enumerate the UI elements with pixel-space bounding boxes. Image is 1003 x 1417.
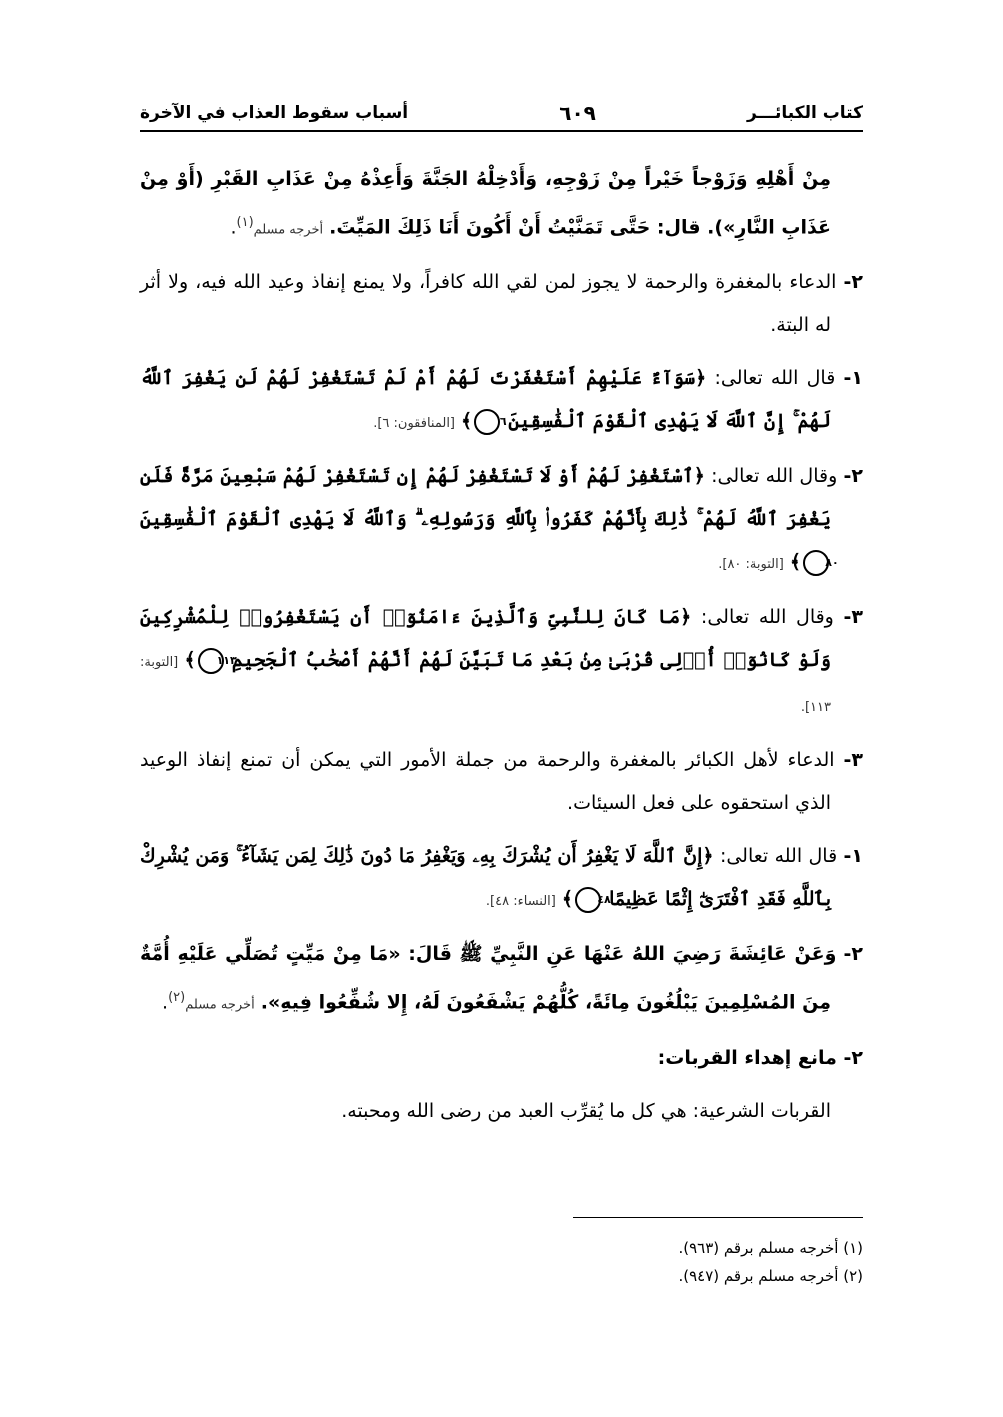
- section-3-heading: ٣- الدعاء لأهل الكبائر بالمغفرة والرحمة من جملة الأمور التي يمكن أن تمنع إنفاذ الوعيد الذي استحقوه على فعل السيئات.: [140, 749, 863, 815]
- ayah-number-icon: ١١٣: [198, 648, 224, 674]
- page-number: ٦٠٩: [559, 101, 596, 125]
- hadith-source: أخرجه مسلم: [253, 222, 324, 238]
- section-2-item-3: ٣- وقال الله تعالى: ﴿مَا كَانَ لِلنَّبِىِّ وَٱلَّذِينَ ءَامَنُوٓا۟ أَن يَسْتَغْفِرُوا۟ لِلْمُشْرِكِينَ وَلَوْ كَانُوٓا۟ أُو۟لِى قُرْبَىٰ مِنۢ بَعْدِ مَا تَبَيَّنَ لَهُمْ أَنَّهُمْ أَصْحَٰبُ ٱلْجَحِيمِ ١١٣﴾ [التوبة: ١١٣].: [140, 606, 864, 716]
- section-2-item-1: ١- قال الله تعالى: ﴿سَوَآءٌ عَلَيْهِمْ أَسْتَغْفَرْتَ لَهُمْ أَمْ لَمْ تَسْتَغْفِرْ لَهُمْ لَن يَغْفِرَ ٱللَّهُ لَهُمْ ۚ إِنَّ ٱللَّهَ لَا يَهْدِى ٱلْقَوْمَ ٱلْفَٰسِقِينَ ٦﴾ [المنافقون: ٦].: [140, 357, 863, 445]
- hadith-source: أخرجه مسلم: [185, 997, 255, 1013]
- verse-reference: [التوبة: ١١٣].: [140, 655, 831, 716]
- chapter-title: أسباب سقوط العذاب في الآخرة: [140, 103, 409, 123]
- book-title: كتاب الكبائـــر: [746, 103, 863, 123]
- footnotes: [363, 1234, 863, 1290]
- section-4-heading: ٢- مانع إهداء القربات:: [657, 1046, 863, 1069]
- footnote-marker: (١): [236, 215, 254, 230]
- section-3-item-2: ٢- وَعَنْ عَائِشَةَ رَضِيَ اللهُ عَنْهَا عَنِ النَّبِيِّ ﷺ قَالَ: «مَا مِنْ مَيِّتٍ تُصَلِّي عَلَيْهِ أُمَّةٌ مِنَ المُسْلِمِينَ يَبْلُغُونَ مِائَةً، كُلُّهُمْ يَشْفَعُونَ لَهُ، إِلا شُفِّعُوا فِيهِ». أخرجه مسلم$^{(٢)}$.: [140, 943, 864, 1014]
- ayah-number-icon: ٨٠: [803, 550, 829, 576]
- hadith-continuation: مِنْ أَهْلِهِ وَزَوْجاً خَيْراً مِنْ زَوْجِهِ، وَأَدْخِلْهُ الجَنَّةَ وَأَعِذْهُ مِنْ عَذَابِ القَبْرِ (أَوْ مِنْ عَذَابِ النَّارِ»). قال: حَتَّى تَمَنَّيْتُ أَنْ أَكُونَ أَنَا ذَلِكَ المَيِّتَ. أخرجه مسلم$^{(١)}$.: [140, 168, 831, 239]
- quran-verse: ﴿ٱسْتَغْفِرْ لَهُمْ أَوْ لَا تَسْتَغْفِرْ لَهُمْ إِن تَسْتَغْفِرْ لَهُمْ سَبْعِينَ مَرَّةً فَلَن يَغْفِرَ ٱللَّهُ لَهُمْ ۚ ذَٰلِكَ بِأَنَّهُمْ كَفَرُوا۟ بِٱللَّهِ وَرَسُولِهِۦ ۗ وَٱللَّهُ لَا يَهْدِى ٱلْقَوْمَ ٱلْفَٰسِقِينَ: [140, 465, 831, 531]
- verse-reference: [التوبة: ٨٠].: [718, 557, 784, 573]
- ayah-number-icon: ٦: [474, 409, 500, 435]
- footnote-2: (٢) أخرجه مسلم برقم (٩٤٧).: [678, 1267, 863, 1285]
- quran-verse: ﴿مَا كَانَ لِلنَّبِىِّ وَٱلَّذِينَ ءَامَنُوٓا۟ أَن يَسْتَغْفِرُوا۟ لِلْمُشْرِكِينَ وَلَوْ كَانُوٓا۟ أُو۟لِى قُرْبَىٰ مِنۢ بَعْدِ مَا تَبَيَّنَ لَهُمْ أَنَّهُمْ أَصْحَٰبُ ٱلْجَحِيمِ: [140, 606, 831, 672]
- header-rule: [140, 130, 863, 132]
- page-body: [140, 158, 863, 1143]
- ayah-number-icon: ٤٨: [575, 887, 601, 913]
- section-3-item-1: ١- قال الله تعالى: ﴿إِنَّ ٱللَّهَ لَا يَغْفِرُ أَن يُشْرَكَ بِهِۦ وَيَغْفِرُ مَا دُونَ ذَٰلِكَ لِمَن يَشَآءُ ۚ وَمَن يُشْرِكْ بِٱللَّهِ فَقَدِ ٱفْتَرَىٰٓ إِثْمًا عَظِيمًا ٤٨﴾ [النساء: ٤٨].: [140, 835, 863, 923]
- quran-verse: ﴿إِنَّ ٱللَّهَ لَا يَغْفِرُ أَن يُشْرَكَ بِهِۦ وَيَغْفِرُ مَا دُونَ ذَٰلِكَ لِمَن يَشَآءُ ۚ وَمَن يُشْرِكْ بِٱللَّهِ فَقَدِ ٱفْتَرَىٰٓ إِثْمًا عَظِيمًا: [140, 845, 831, 911]
- section-2-heading: ٢- الدعاء بالمغفرة والرحمة لا يجوز لمن لقي الله كافراً، ولا يمنع إنفاذ وعيد الله فيه، ولا أثر له البتة.: [140, 271, 863, 337]
- footnote-1: (١) أخرجه مسلم برقم (٩٦٣).: [678, 1239, 863, 1257]
- section-2-item-2: ٢- وقال الله تعالى: ﴿ٱسْتَغْفِرْ لَهُمْ أَوْ لَا تَسْتَغْفِرْ لَهُمْ إِن تَسْتَغْفِرْ لَهُمْ سَبْعِينَ مَرَّةً فَلَن يَغْفِرَ ٱللَّهُ لَهُمْ ۚ ذَٰلِكَ بِأَنَّهُمْ كَفَرُوا۟ بِٱللَّهِ وَرَسُولِهِۦ ۗ وَٱللَّهُ لَا يَهْدِى ٱلْقَوْمَ ٱلْفَٰسِقِينَ ٨٠﴾ [التوبة: ٨٠].: [140, 455, 863, 586]
- running-header: [140, 98, 863, 128]
- quran-verse: ﴿سَوَآءٌ عَلَيْهِمْ أَسْتَغْفَرْتَ لَهُمْ أَمْ لَمْ تَسْتَغْفِرْ لَهُمْ لَن يَغْفِرَ ٱللَّهُ لَهُمْ ۚ إِنَّ ٱللَّهَ لَا يَهْدِى ٱلْقَوْمَ ٱلْفَٰسِقِينَ: [140, 367, 831, 433]
- verse-reference: [النساء: ٤٨].: [485, 894, 556, 910]
- footnote-marker: (٢): [168, 990, 186, 1006]
- section-4-text: القربات الشرعية: هي كل ما يُقرِّب العبد من رضى الله ومحبته.: [341, 1099, 831, 1122]
- verse-reference: [المنافقون: ٦].: [373, 416, 455, 432]
- footnote-rule: [573, 1217, 863, 1218]
